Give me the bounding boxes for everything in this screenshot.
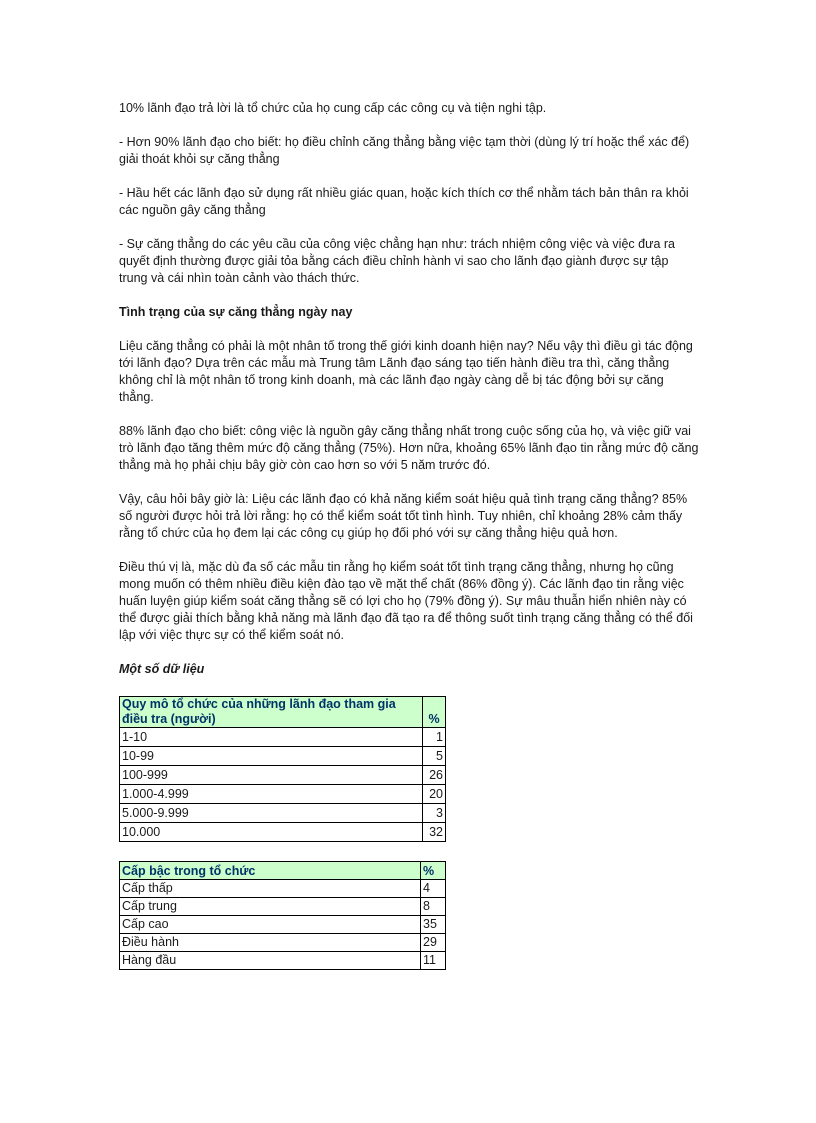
table-header-row xyxy=(120,862,446,880)
table-row xyxy=(120,916,446,934)
table-cell: Cấp thấp xyxy=(120,880,421,898)
paragraph: Vậy, câu hỏi bây giờ là: Liệu các lãnh đạo có khả năng kiểm soát hiệu quả tình trạng căng thẳng? 85% số người được hỏi trả lời rằng: họ có thể kiểm soát tốt tình hình. Tuy nhiên, chỉ khoảng 28% cảm thấy rằng tổ chức của họ đem lại các công cụ giúp họ đối phó với sự căng thẳng hiệu quả hơn. xyxy=(119,492,688,540)
org-size-table xyxy=(119,696,446,842)
table-cell: 1 xyxy=(423,728,446,747)
table-cell: 5.000-9.999 xyxy=(120,804,423,823)
table-header-cell: % xyxy=(423,697,446,728)
document-page xyxy=(119,100,699,970)
table-cell: 1-10 xyxy=(120,728,423,747)
table-cell: 10-99 xyxy=(120,747,423,766)
table-cell: 8 xyxy=(421,898,446,916)
table-cell: 4 xyxy=(421,880,446,898)
rank-table xyxy=(119,861,446,970)
paragraph: 88% lãnh đạo cho biết: công việc là nguồn gây căng thẳng nhất trong cuộc sống của họ, và việc giữ vai trò lãnh đạo tăng thêm mức độ căng thẳng (75%). Hơn nữa, khoảng 65% lãnh đạo tin rằng mức độ căng thẳng mà họ phải chịu bây giờ còn cao hơn so với 5 năm trước đó. xyxy=(119,424,699,472)
table-header-row xyxy=(120,697,446,728)
table-cell: 100-999 xyxy=(120,766,423,785)
table-cell: 29 xyxy=(421,934,446,952)
table-cell: 32 xyxy=(423,823,446,842)
table-cell: 1.000-4.999 xyxy=(120,785,423,804)
table-cell: 3 xyxy=(423,804,446,823)
table-row xyxy=(120,804,446,823)
table-cell: Cấp cao xyxy=(120,916,421,934)
table-header-cell: % xyxy=(421,862,446,880)
table-row xyxy=(120,766,446,785)
table-row xyxy=(120,898,446,916)
paragraph: Điều thú vị là, mặc dù đa số các mẫu tin rằng họ kiểm soát tốt tình trạng căng thẳng, nhưng họ cũng mong muốn có thêm nhiều điều kiện đào tạo về mặt thể chất (86% đồng ý). Các lãnh đạo tin rằng việc huấn luyện giúp kiểm soát căng thẳng sẽ có lợi cho họ (79% đồng ý). Sự mâu thuẫn hiển nhiên này có thể được giải thích bằng khả năng mà lãnh đạo đã tạo ra để thông suốt tình trạng căng thẳng có thể đối lập với việc thực sự có thể kiểm soát nó. xyxy=(119,560,693,642)
table-row xyxy=(120,934,446,952)
table-row xyxy=(120,952,446,970)
table-cell: 11 xyxy=(421,952,446,970)
table-row xyxy=(120,728,446,747)
table-cell: 20 xyxy=(423,785,446,804)
table-cell: 10.000 xyxy=(120,823,423,842)
table-cell: 5 xyxy=(423,747,446,766)
table-cell: Hàng đầu xyxy=(120,952,421,970)
table-row xyxy=(120,785,446,804)
paragraph: - Sự căng thẳng do các yêu cầu của công việc chẳng hạn như: trách nhiệm công việc và việc đưa ra quyết định thường được giải tỏa bằng cách điều chỉnh hành vi sao cho lãnh đạo giành được sự tập trung và cái nhìn toàn cảnh vào thách thức. xyxy=(119,237,675,285)
table-cell: 26 xyxy=(423,766,446,785)
table-row xyxy=(120,823,446,842)
table-cell: 35 xyxy=(421,916,446,934)
table-header-cell: Cấp bậc trong tổ chức xyxy=(120,862,421,880)
table-row xyxy=(120,880,446,898)
paragraph: - Hầu hết các lãnh đạo sử dụng rất nhiều giác quan, hoặc kích thích cơ thể nhằm tách bản thân ra khỏi các nguồn gây căng thẳng xyxy=(119,186,689,217)
table-row xyxy=(120,747,446,766)
table-cell: Điều hành xyxy=(120,934,421,952)
section-heading: Tình trạng của sự căng thẳng ngày nay xyxy=(119,305,353,319)
paragraph: 10% lãnh đạo trả lời là tổ chức của họ cung cấp các công cụ và tiện nghi tập. xyxy=(119,101,547,115)
table-cell: Cấp trung xyxy=(120,898,421,916)
table-header-cell: Quy mô tổ chức của những lãnh đạo tham gia điều tra (người) xyxy=(120,697,423,728)
paragraph: Liệu căng thẳng có phải là một nhân tố trong thế giới kinh doanh hiện nay? Nếu vậy thì điều gì tác động tới lãnh đạo? Dựa trên các mẫu mà Trung tâm Lãnh đạo sáng tạo tiến hành điều tra thì, căng thẳng không chỉ là một nhân tố trong kinh doanh, mà các lãnh đạo ngày càng dễ bị tác động bởi sự căng thẳng. xyxy=(119,339,693,404)
paragraph: - Hơn 90% lãnh đạo cho biết: họ điều chỉnh căng thẳng bằng việc tạm thời (dùng lý trí hoặc thể xác để) giải thoát khỏi sự căng thẳng xyxy=(119,135,690,166)
data-heading: Một số dữ liệu xyxy=(119,662,205,676)
